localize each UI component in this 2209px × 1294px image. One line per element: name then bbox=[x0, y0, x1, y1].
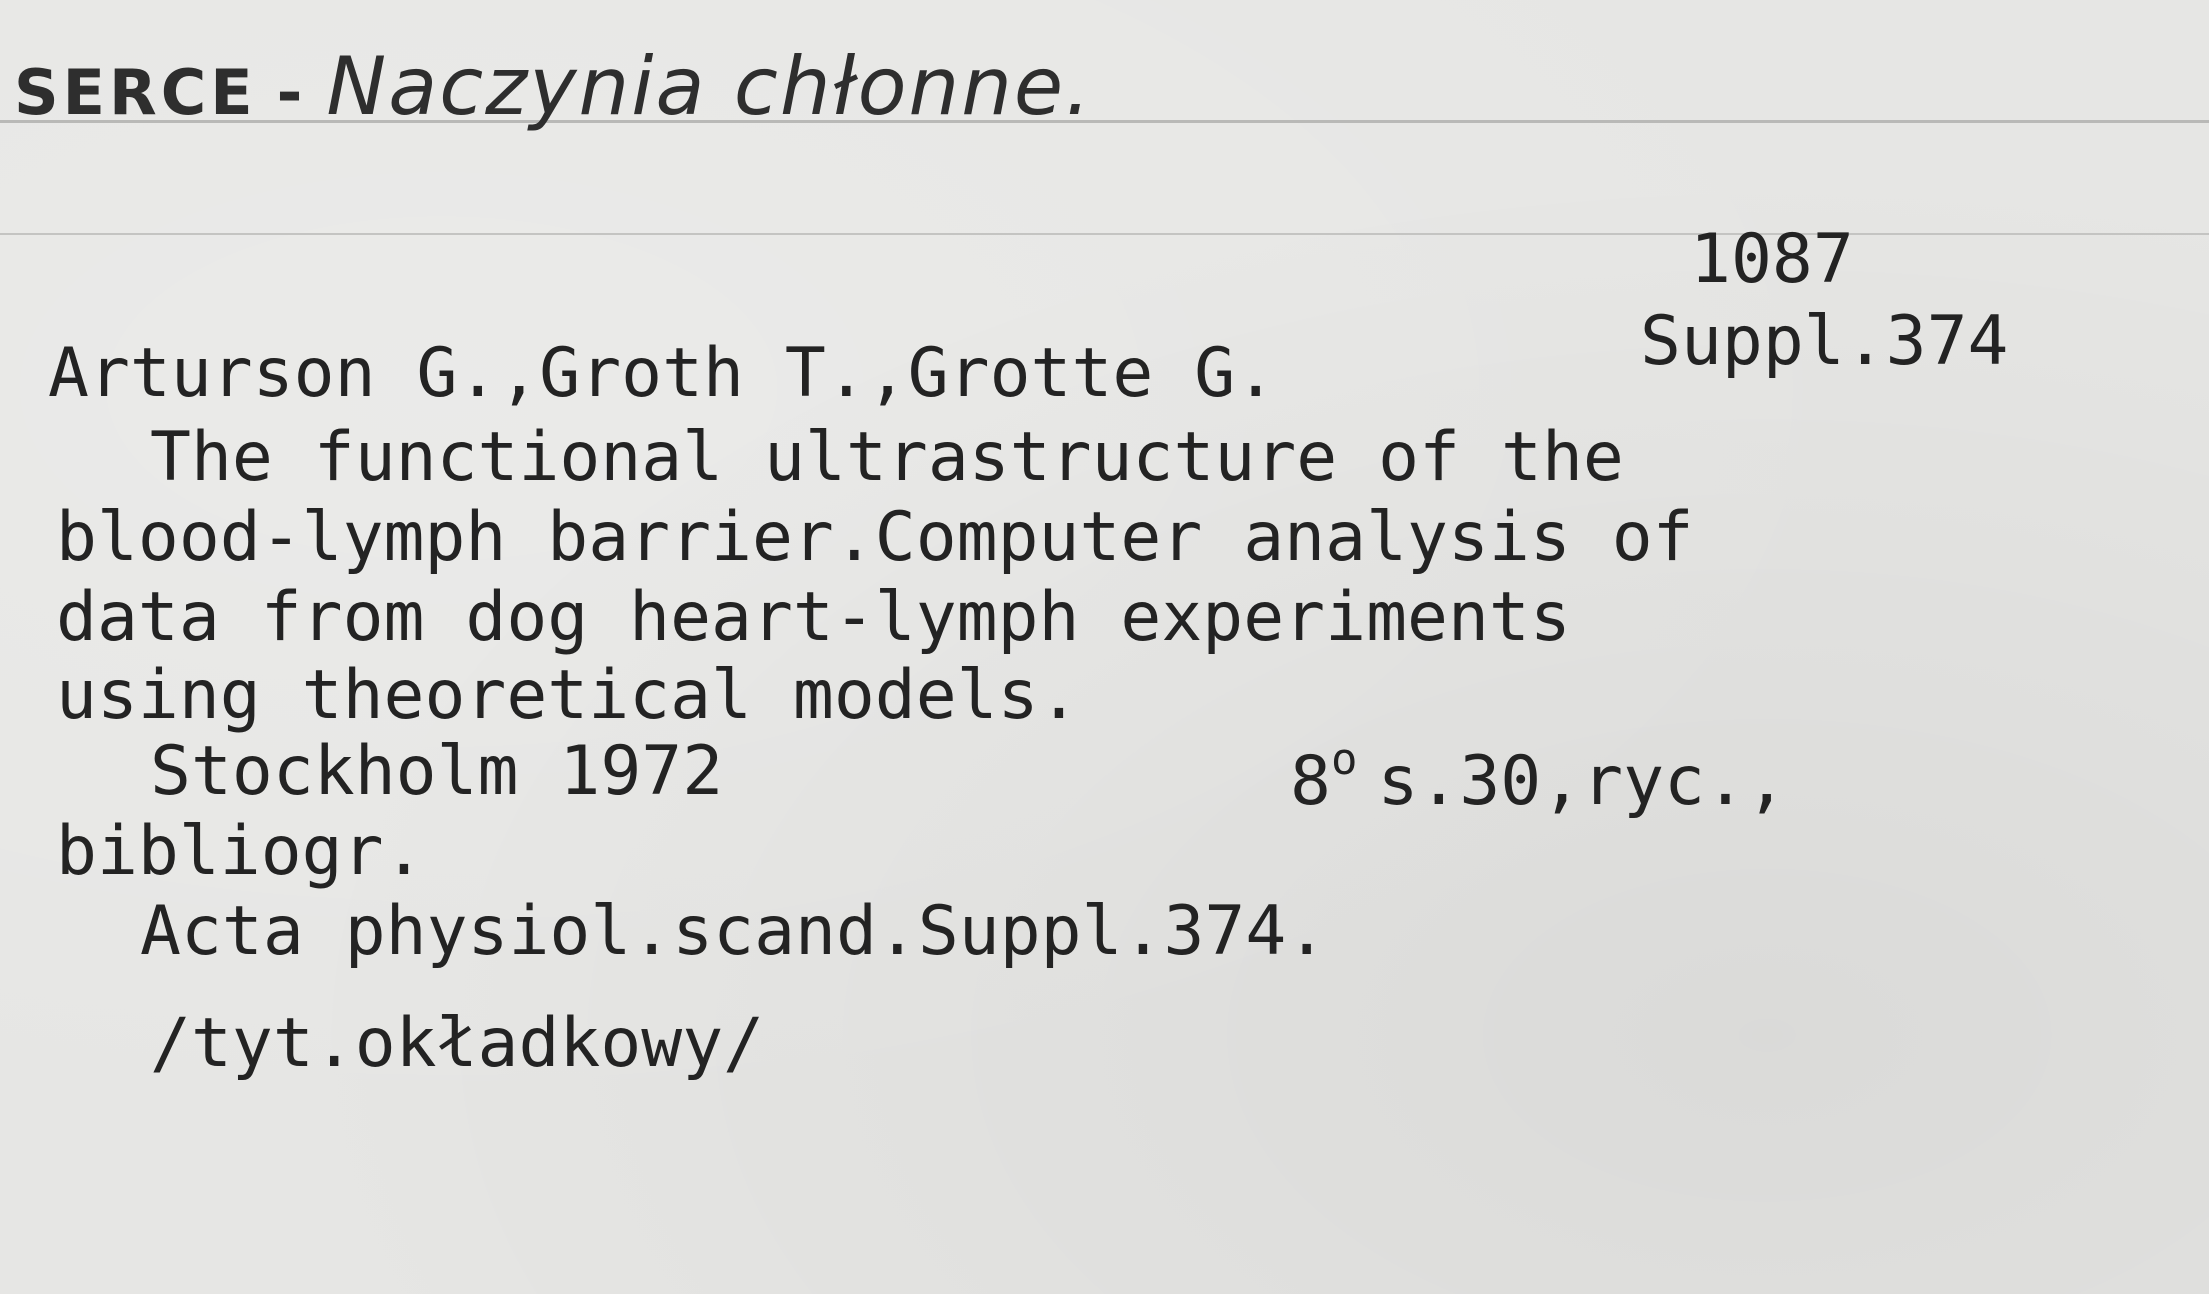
place-year: Stockholm 1972 bbox=[150, 732, 724, 811]
call-number-suppl: Suppl.374 bbox=[1640, 302, 2009, 381]
format-number: 8 bbox=[1290, 742, 1331, 821]
physical-description bbox=[1290, 734, 1787, 821]
subject-heading-sub: Naczynia chłonne. bbox=[326, 40, 1093, 133]
authors-line: Arturson G.,Groth T.,Grotte G. bbox=[48, 334, 1277, 413]
format-rest: s.30,ryc., bbox=[1377, 742, 1787, 821]
secondary-rule bbox=[0, 233, 2209, 235]
format-degree: o bbox=[1330, 734, 1358, 785]
subject-heading-dash: - bbox=[276, 56, 303, 129]
bibliography-note: bibliogr. bbox=[56, 812, 425, 891]
call-number: 1087 bbox=[1690, 220, 1854, 299]
subject-heading bbox=[14, 40, 1093, 133]
subject-heading-main: SERCE bbox=[14, 56, 257, 129]
title-line-3: data from dog heart-lymph experiments bbox=[56, 578, 1571, 657]
title-line-1: The functional ultrastructure of the bbox=[150, 418, 1624, 497]
title-line-4: using theoretical models. bbox=[56, 656, 1080, 735]
title-line-2: blood-lymph barrier.Computer analysis of bbox=[56, 498, 1694, 577]
cover-title-note: /tyt.okładkowy/ bbox=[150, 1004, 765, 1083]
series-statement: Acta physiol.scand.Suppl.374. bbox=[140, 892, 1328, 971]
